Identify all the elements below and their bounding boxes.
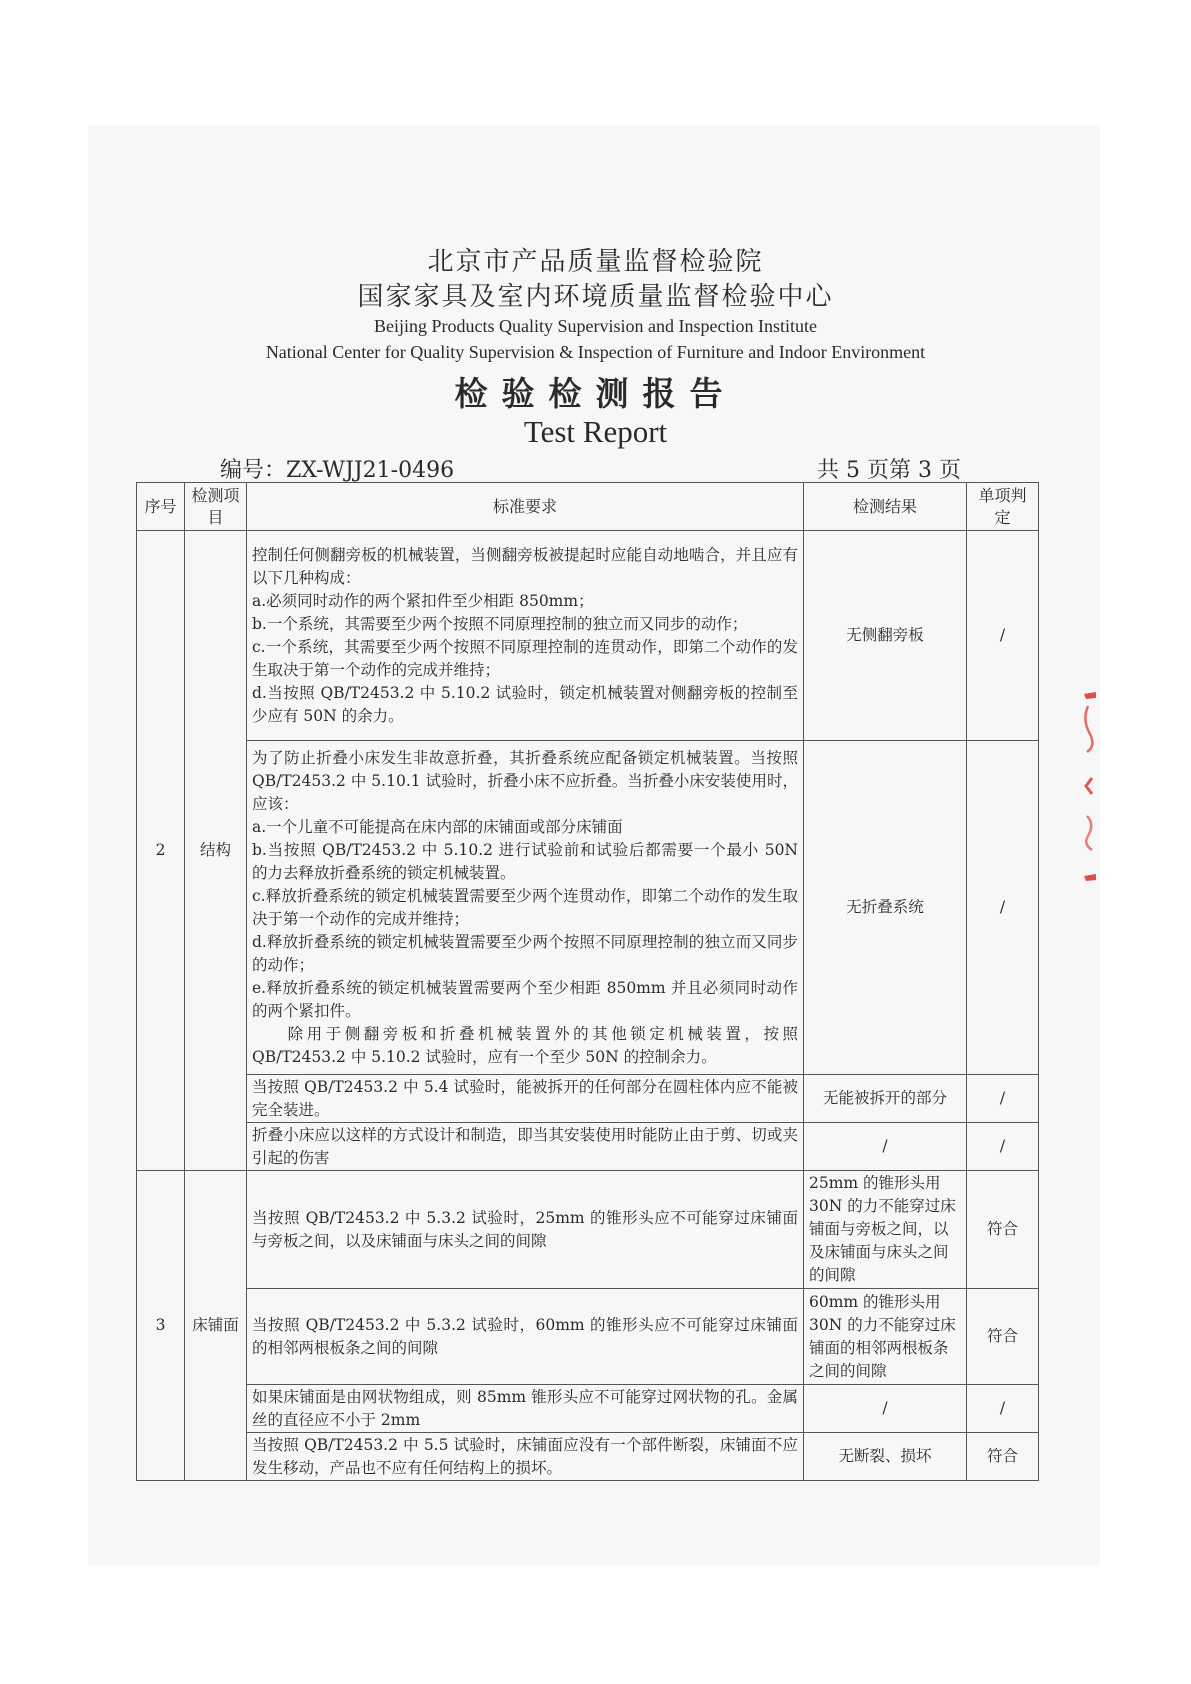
verdict-cell: /	[967, 1075, 1039, 1123]
verdict-cell: /	[967, 1385, 1039, 1433]
center-name-en: National Center for Quality Supervision & Inspection of Furniture and Indoor Environment	[265, 342, 926, 362]
institute-name-cn: 北京市产品质量监督检验院	[427, 247, 764, 277]
req-line: 当按照 QB/T2453.2 中 5.4 试验时，能被拆开的任何部分在圆柱体内应不能被完全装进。	[252, 1077, 798, 1119]
req-line: d.当按照 QB/T2453.2 中 5.10.2 试验时，锁定机械装置对侧翻旁板的控制至少应有 50N 的余力。	[252, 683, 798, 725]
verdict-cell: /	[967, 531, 1039, 741]
page-info: 共 5 页第 3 页	[817, 458, 961, 483]
req-line: 除用于侧翻旁板和折叠机械装置外的其他锁定机械装置，按照 QB/T2453.2 中 5.10.2 试验时，应有一个至少 50N 的控制余力。	[252, 1024, 798, 1066]
requirement-cell	[247, 1171, 804, 1289]
verdict-cell: 符合	[967, 1289, 1039, 1385]
result-cell: 无折叠系统	[804, 741, 967, 1075]
report-title-cn: 检验检测报告	[454, 374, 737, 413]
requirement-cell	[247, 531, 804, 741]
seq-cell: 3	[137, 1171, 185, 1481]
header-verdict: 单项判定	[967, 483, 1039, 531]
req-line: e.释放折叠系统的锁定机械装置需要两个至少相距 850mm 并且必须同时动作的两个紧扣件。	[252, 978, 798, 1020]
table-header-row	[137, 483, 1039, 531]
requirement-cell	[247, 741, 804, 1075]
result-cell: /	[804, 1123, 967, 1171]
header-seq: 序号	[137, 483, 185, 531]
req-line: c.释放折叠系统的锁定机械装置需要至少两个连贯动作，即第二个动作的发生取决于第一个动作的完成并维持；	[252, 886, 798, 928]
req-line: 当按照 QB/T2453.2 中 5.5 试验时，床铺面应没有一个部件断裂，床铺面不应发生移动，产品也不应有任何结构上的损坏。	[252, 1435, 798, 1477]
report-number: 编号：ZX-WJJ21-0496	[220, 458, 455, 483]
seq-cell: 2	[137, 531, 185, 1171]
item-cell: 结构	[185, 531, 247, 1171]
req-line: a.必须同时动作的两个紧扣件至少相距 850mm；	[252, 591, 594, 610]
table-row	[137, 1171, 1039, 1289]
result-cell: /	[804, 1385, 967, 1433]
req-line: 控制任何侧翻旁板的机械装置，当侧翻旁板被提起时应能自动地啮合，并且应有以下几种构成：	[252, 545, 798, 587]
results-table	[136, 482, 1039, 1481]
table-row	[137, 1385, 1039, 1433]
verdict-cell: 符合	[967, 1171, 1039, 1289]
center-name-cn: 国家家具及室内环境质量监督检验中心	[357, 282, 834, 312]
req-line: 为了防止折叠小床发生非故意折叠，其折叠系统应配备锁定机械装置。当按照 QB/T2453.2 中 5.10.1 试验时，折叠小床不应折叠。当折叠小床安装使用时，应该：	[252, 748, 798, 813]
req-line: b.当按照 QB/T2453.2 中 5.10.2 进行试验前和试验后都需要一个最小 50N 的力去释放折叠系统的锁定机械装置。	[252, 840, 798, 882]
requirement-cell	[247, 1289, 804, 1385]
table-row	[137, 531, 1039, 741]
institute-name-en: Beijing Products Quality Supervision and Inspection Institute	[374, 316, 817, 336]
result-cell: 25mm 的锥形头用 30N 的力不能穿过床铺面与旁板之间，以及床铺面与床头之间的间隙	[804, 1171, 967, 1289]
req-line: c.一个系统，其需要至少两个按照不同原理控制的连贯动作，即第二个动作的发生取决于第一个动作的完成并维持；	[252, 637, 798, 679]
requirement-cell	[247, 1385, 804, 1433]
req-line: 折叠小床应以这样的方式设计和制造，即当其安装使用时能防止由于剪、切或夹引起的伤害	[252, 1125, 798, 1167]
requirement-cell	[247, 1123, 804, 1171]
requirement-cell	[247, 1433, 804, 1481]
requirement-cell	[247, 1075, 804, 1123]
header-item: 检测项目	[185, 483, 247, 531]
req-line: 如果床铺面是由网状物组成，则 85mm 锥形头应不可能穿过网状物的孔。金属丝的直径应不小于 2mm	[252, 1387, 798, 1429]
red-seal-stamp	[1078, 690, 1098, 890]
req-line: 当按照 QB/T2453.2 中 5.3.2 试验时，60mm 的锥形头应不可能穿过床铺面的相邻两根板条之间的间隙	[252, 1315, 798, 1357]
result-cell: 无断裂、损坏	[804, 1433, 967, 1481]
verdict-cell: /	[967, 741, 1039, 1075]
header-result: 检测结果	[804, 483, 967, 531]
req-line: b.一个系统，其需要至少两个按照不同原理控制的独立而又同步的动作；	[252, 614, 748, 633]
table-row	[137, 741, 1039, 1075]
req-line: d.释放折叠系统的锁定机械装置需要至少两个按照不同原理控制的独立而又同步的动作；	[252, 932, 798, 974]
req-line: 当按照 QB/T2453.2 中 5.3.2 试验时，25mm 的锥形头应不可能穿过床铺面与旁板之间，以及床铺面与床头之间的间隙	[252, 1208, 798, 1250]
verdict-cell: 符合	[967, 1433, 1039, 1481]
header-requirement: 标准要求	[247, 483, 804, 531]
table-row	[137, 1433, 1039, 1481]
req-line: a.一个儿童不可能提高在床内部的床铺面或部分床铺面	[252, 817, 623, 836]
result-cell: 无能被拆开的部分	[804, 1075, 967, 1123]
table-row	[137, 1123, 1039, 1171]
result-cell: 60mm 的锥形头用 30N 的力不能穿过床铺面的相邻两根板条之间的间隙	[804, 1289, 967, 1385]
table-row	[137, 1075, 1039, 1123]
verdict-cell: /	[967, 1123, 1039, 1171]
result-cell: 无侧翻旁板	[804, 531, 967, 741]
item-cell: 床铺面	[185, 1171, 247, 1481]
report-title-en: Test Report	[523, 414, 668, 449]
table-row	[137, 1289, 1039, 1385]
